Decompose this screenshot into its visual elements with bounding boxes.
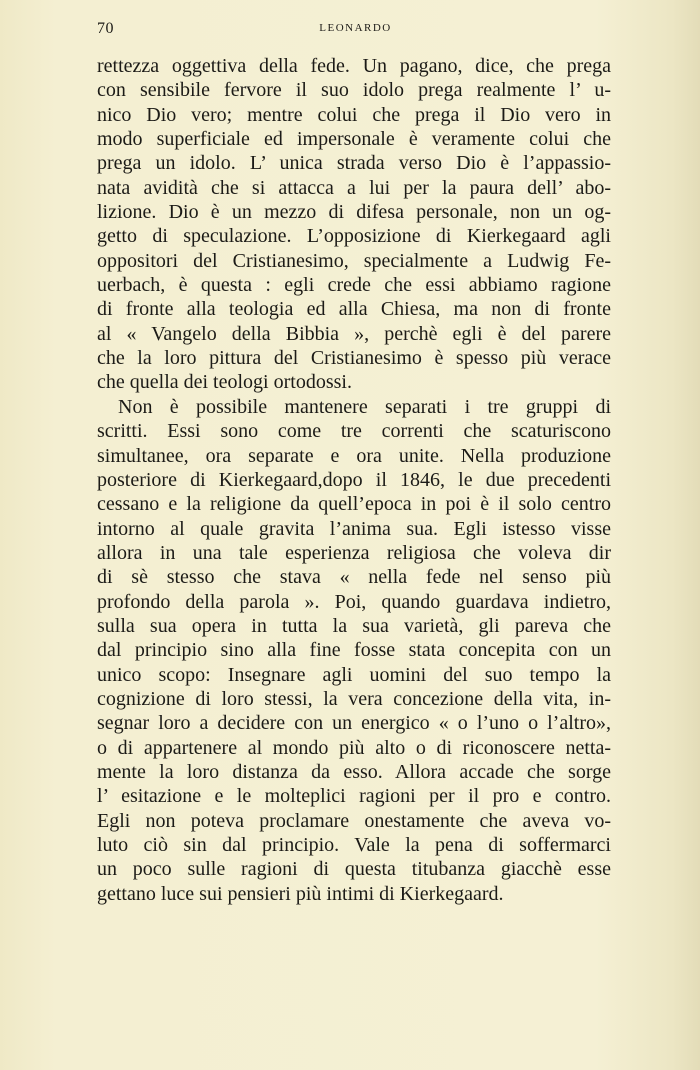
page-header: [97, 20, 614, 40]
text-line: oppositori del Cristianesimo, specialmente a Ludwig Fe-: [97, 249, 611, 272]
text-line: lizione. Dio è un mezzo di difesa personale, non un og-: [97, 201, 611, 224]
text-line: scritti. Essi sono come tre correnti che scaturiscono: [97, 420, 611, 443]
text-line: un poco sulle ragioni di questa titubanza giacchè esse: [97, 858, 611, 881]
text-line: Egli non poteva proclamare onestamente che aveva vo-: [97, 809, 611, 832]
text-line: simultanee, ora separate e ora unite. Nella produzione: [97, 444, 611, 467]
text-line: al « Vangelo della Bibbia », perchè egli è del parere: [97, 322, 611, 345]
running-title: LEONARDO: [319, 22, 392, 34]
text-line: di sè stesso che stava « nella fede nel senso più: [97, 566, 611, 589]
text-line: o di appartenere al mondo più alto o di riconoscere netta-: [97, 736, 611, 759]
text-line: dal principio sino alla fine fosse stata concepita con un: [97, 639, 611, 662]
text-line: che la loro pittura del Cristianesimo è spesso più verace: [97, 347, 611, 370]
body-text: [97, 54, 611, 906]
text-line: cognizione di loro stessi, la vera concezione della vita, in-: [97, 687, 611, 710]
text-line: modo superficiale ed impersonale è veramente colui che: [97, 128, 611, 151]
text-line: intorno al quale gravita l’anima sua. Egli istesso visse: [97, 517, 611, 540]
text-line: gettano luce sui pensieri più intimi di Kierkegaard.: [97, 882, 504, 905]
text-line: getto di speculazione. L’opposizione di Kierkegaard agli: [97, 225, 611, 248]
text-line: di fronte alla teologia ed alla Chiesa, ma non di fronte: [97, 298, 611, 321]
text-line: sulla sua opera in tutta la sua varietà, gli pareva che: [97, 614, 611, 637]
text-line: uerbach, è questa : egli crede che essi abbiamo ragione: [97, 274, 611, 297]
text-line: posteriore di Kierkegaard,dopo il 1846, le due precedenti: [97, 468, 611, 491]
text-line: unico scopo: Insegnare agli uomini del suo tempo la: [97, 663, 611, 686]
paragraph-2: [97, 395, 611, 906]
text-line: nico Dio vero; mentre colui che prega il Dio vero in: [97, 103, 611, 126]
text-line: segnar loro a decidere con un energico « o l’uno o l’altro»,: [97, 712, 611, 735]
text-line: cessano e la religione da quell’epoca in poi è il solo centro: [97, 493, 611, 516]
page-number: 70: [97, 20, 114, 37]
text-line: prega un idolo. L’ unica strada verso Dio è l’appassio-: [97, 152, 611, 175]
text-line: con sensibile fervore il suo idolo prega realmente l’ u-: [97, 79, 611, 102]
text-line: rettezza oggettiva della fede. Un pagano, dice, che prega: [97, 55, 611, 77]
text-line: mente la loro distanza da esso. Allora accade che sorge: [97, 760, 611, 783]
text-line: luto ciò sin dal principio. Vale la pena di soffermarci: [97, 834, 611, 856]
text-line: che quella dei teologi ortodossi.: [97, 371, 352, 394]
text-line: allora in una tale esperienza religiosa che voleva dir: [97, 541, 611, 564]
text-line: Non è possibile mantenere separati i tre gruppi di: [118, 395, 611, 418]
text-line: nata avidità che si attacca a lui per la paura dell’ abo-: [97, 176, 611, 199]
paragraph-1: [97, 54, 611, 395]
text-line: l’ esitazione e le molteplici ragioni per il pro e contro.: [97, 785, 611, 808]
text-line: profondo della parola ». Poi, quando guardava indietro,: [97, 590, 611, 613]
